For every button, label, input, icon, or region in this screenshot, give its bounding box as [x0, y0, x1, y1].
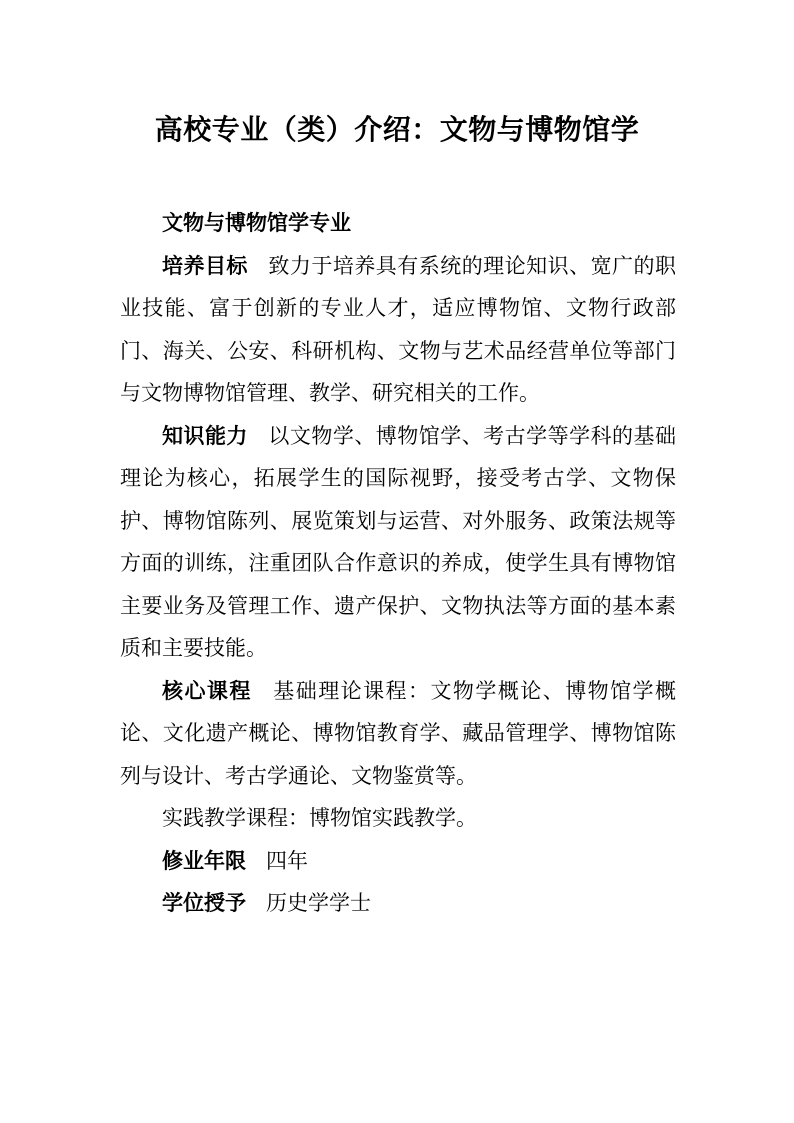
duration-label: 修业年限 [162, 848, 246, 873]
duration-value: 四年 [266, 848, 308, 873]
degree-label: 学位授予 [162, 891, 246, 915]
section-text: 基础理论课程：文物学概论、博物馆学概论、文化遗产概论、博物馆教育学、藏品管理学、博物馆陈列与设计、考古学通论、文物鉴赏等。 [120, 678, 677, 788]
practice-courses: 实践教学课程：博物馆实践教学。 [162, 806, 477, 830]
section-core-courses [120, 670, 676, 798]
section-duration [120, 840, 676, 883]
section-degree [120, 882, 676, 925]
degree-value: 历史学学士 [266, 891, 371, 915]
major-heading: 文物与博物馆学专业 [162, 211, 351, 235]
section-text: 以文物学、博物馆学、考古学等学科的基础理论为核心，拓展学生的国际视野，接受考古学、文物保护、博物馆陈列、展览策划与运营、对外服务、政策法规等方面的训练，注重团队合作意识的养成，使学生具有博物馆主要业务及管理工作、遗产保护、文物执法等方面的基本素质和主要技能。 [120, 423, 677, 660]
section-label: 核心课程 [162, 678, 252, 703]
section-label: 培养目标 [162, 253, 248, 278]
document-body [120, 202, 676, 925]
page-title: 高校专业（类）介绍：文物与博物馆学 [154, 113, 640, 146]
section-training-goal [120, 245, 676, 415]
section-label: 知识能力 [162, 423, 248, 448]
section-text: 致力于培养具有系统的理论知识、宽广的职业技能、富于创新的专业人才，适应博物馆、文物行政部门、海关、公安、科研机构、文物与艺术品经营单位等部门与文物博物馆管理、教学、研究相关的工作。 [120, 253, 677, 405]
section-knowledge-ability [120, 415, 676, 670]
